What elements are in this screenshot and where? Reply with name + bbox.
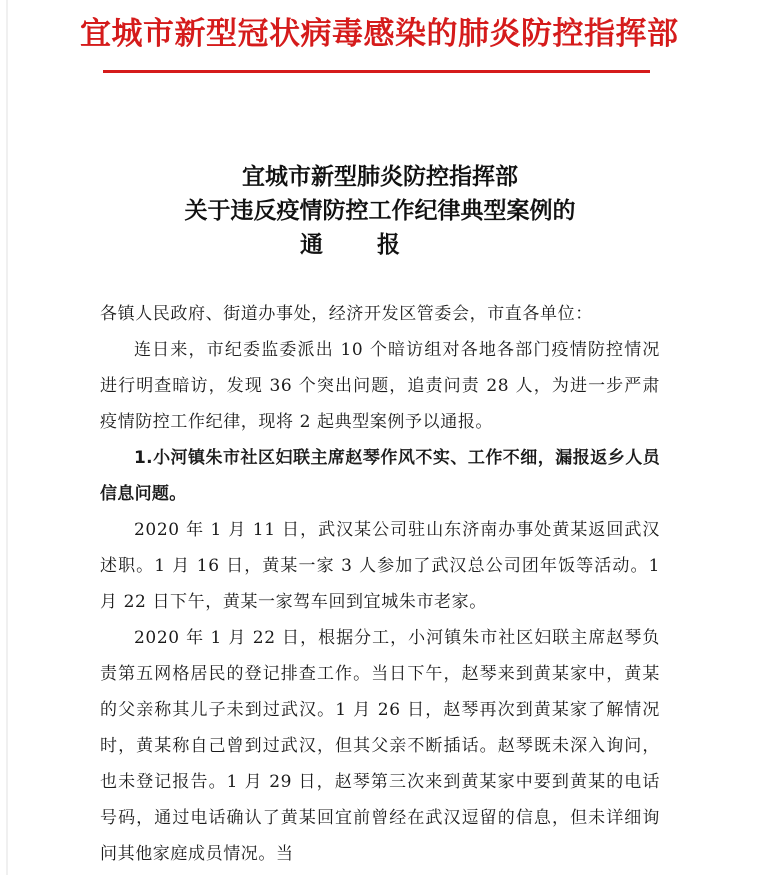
title-line-2: 关于违反疫情防控工作纪律典型案例的: [184, 197, 576, 224]
title-line-3: [40, 228, 660, 262]
document-body: [100, 296, 660, 872]
document-letterhead: [80, 14, 679, 54]
page-edge: [6, 0, 8, 875]
title-notice-char-2: 报: [377, 231, 400, 258]
letterhead-red-rule: [103, 70, 650, 73]
section-heading-1: 1.小河镇朱市社区妇联主席赵琴作风不实、工作不细，漏报返乡人员信息问题。: [100, 448, 660, 504]
body-paragraph-1: 连日来，市纪委监委派出 10 个暗访组对各地各部门疫情防控情况进行明查暗访，发现 36 个突出问题，追责问责 28 人，为进一步严肃疫情防控工作纪律，现将 2 起典型案例予以通报。: [100, 340, 660, 432]
body-paragraph-2: 2020 年 1 月 11 日，武汉某公司驻山东济南办事处黄某返回武汉述职。1 月 16 日，黄某一家 3 人参加了武汉总公司团年饭等活动。1 月 22 日下午，黄某一家驾车回到宜城朱市老家。: [100, 520, 660, 612]
title-line-1: 宜城市新型肺炎防控指挥部: [242, 163, 518, 190]
title-notice-char-1: 通: [300, 231, 323, 258]
body-paragraph-3: 2020 年 1 月 22 日，根据分工，小河镇朱市社区妇联主席赵琴负责第五网格居民的登记排查工作。当日下午，赵琴来到黄某家中，黄某的父亲称其儿子未到过武汉。1 月 26 日，赵琴再次到黄某家了解情况时，黄某称自己曾到过武汉，但其父亲不断插话。赵琴既未深入询问，也未登记报告。1 月 29 日，赵琴第三次来到黄某家中要到黄某的电话号码，通过电话确认了黄某回宜前曾经在武汉逗留的信息，但未详细询问其他家庭成员情况。当: [100, 628, 660, 864]
document-title: [100, 160, 660, 262]
letterhead-title: 宜城市新型冠状病毒感染的肺炎防控指挥部: [80, 16, 679, 52]
salutation: 各镇人民政府、街道办事处，经济开发区管委会，市直各单位：: [100, 304, 593, 324]
